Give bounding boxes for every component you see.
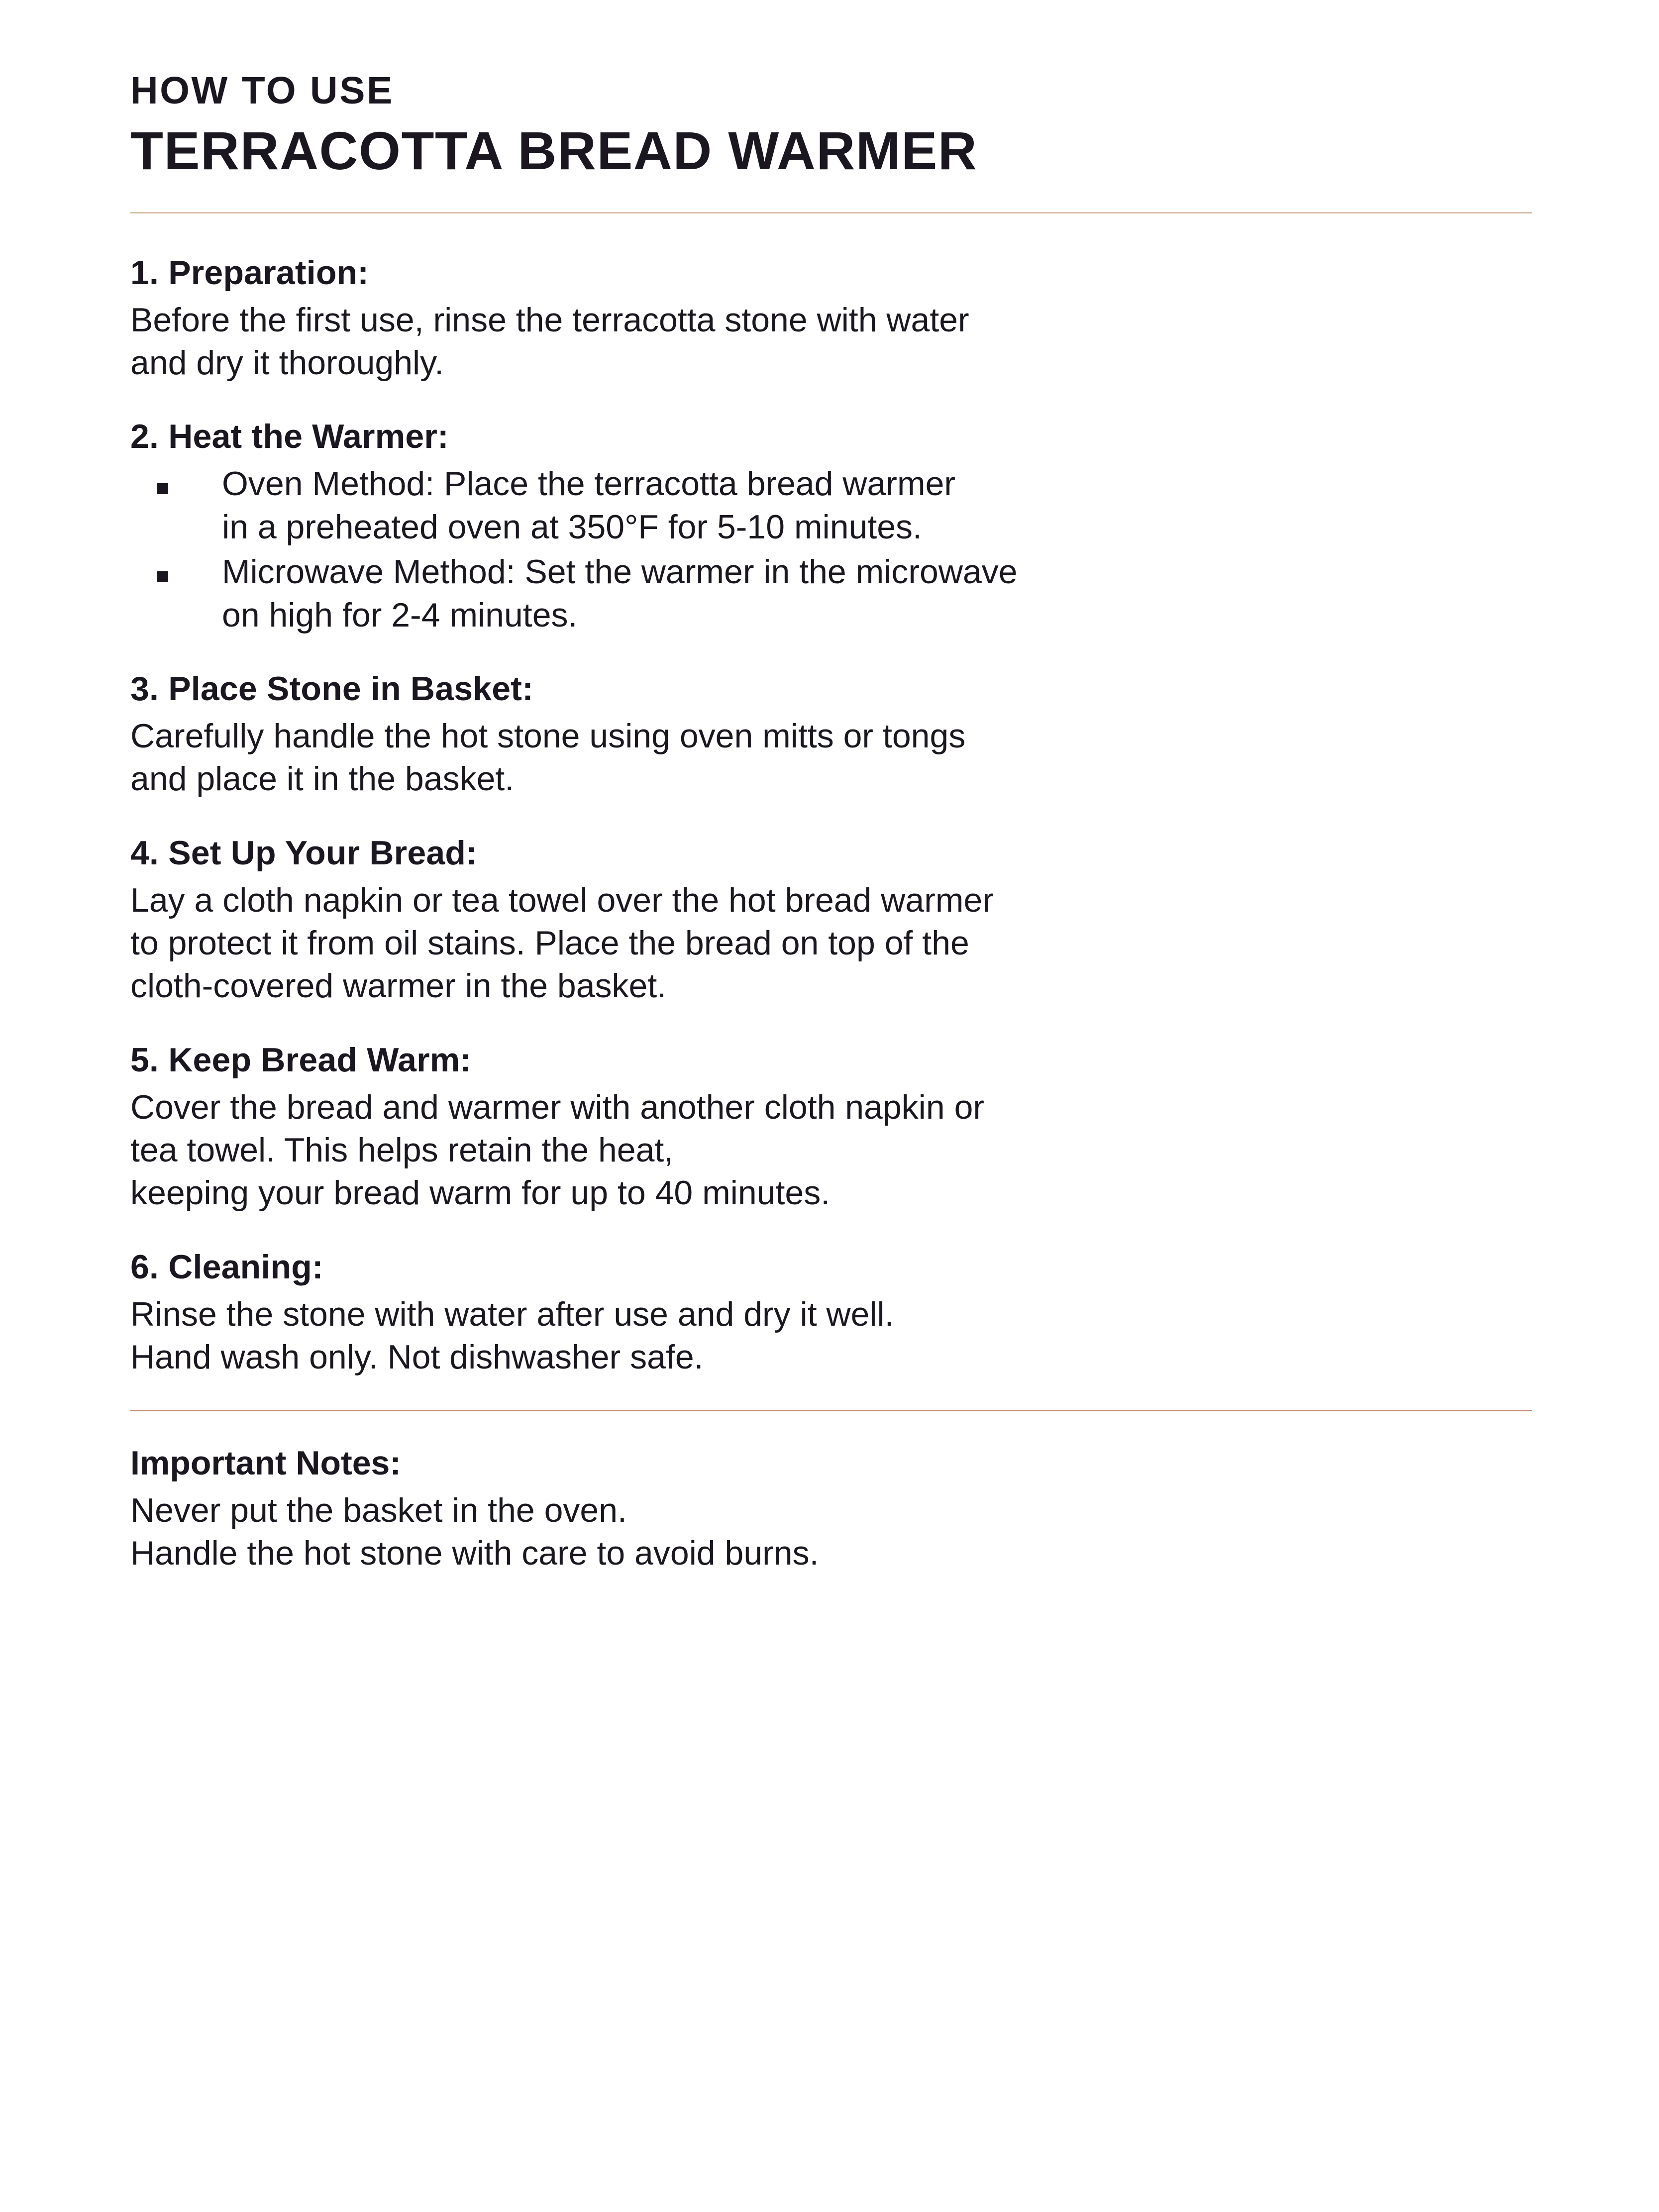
body-line: Cover the bread and warmer with another cloth napkin or [130, 1088, 985, 1126]
section-set-up-your-bread [130, 832, 1532, 1008]
section-heading: 1. Preparation: [130, 253, 369, 292]
section-place-stone-in-basket [130, 667, 1532, 801]
section-preparation [130, 251, 1532, 385]
body-line: to protect it from oil stains. Place the bread on top of the [130, 924, 969, 962]
section-body [130, 879, 1474, 1008]
body-line: Handle the hot stone with care to avoid burns. [130, 1534, 819, 1573]
body-line: Rinse the stone with water after use and dry it well. [130, 1295, 894, 1333]
body-line: and place it in the basket. [130, 760, 515, 798]
body-line: Microwave Method: Set the warmer in the microwave [222, 553, 1018, 591]
section-heat-the-warmer [130, 415, 1532, 636]
section-body [130, 1293, 1474, 1379]
body-line: on high for 2-4 minutes. [222, 596, 578, 634]
square-bullet-icon [157, 571, 168, 582]
body-line: and dry it thoroughly. [130, 344, 444, 382]
section-heading: 3. Place Stone in Basket: [130, 669, 533, 708]
body-line: Hand wash only. Not dishwasher safe. [130, 1338, 704, 1376]
bullet-body [222, 462, 955, 548]
notes-body [130, 1489, 1532, 1575]
body-line: Carefully handle the hot stone using oven mitts or tongs [130, 717, 966, 755]
divider-top [130, 212, 1532, 213]
body-line: in a preheated oven at 350°F for 5-10 minutes. [222, 508, 922, 546]
square-bullet-icon [157, 483, 168, 494]
list-item [130, 462, 1532, 548]
section-heading: 5. Keep Bread Warm: [130, 1041, 472, 1079]
section-heading: 6. Cleaning: [130, 1248, 323, 1286]
section-body [130, 299, 1474, 385]
section-cleaning [130, 1246, 1532, 1379]
body-line: tea towel. This helps retain the heat, [130, 1131, 674, 1169]
body-line: Never put the basket in the oven. [130, 1491, 627, 1529]
body-line: Lay a cloth napkin or tea towel over the hot bread warmer [130, 881, 994, 919]
divider-bottom [130, 1410, 1532, 1411]
list-item [130, 550, 1532, 636]
section-body [130, 1086, 1474, 1215]
body-line: Oven Method: Place the terracotta bread warmer [222, 465, 956, 503]
section-heading: 4. Set Up Your Bread: [130, 834, 477, 872]
header [130, 70, 1532, 181]
section-body [130, 715, 1474, 801]
kicker-text: HOW TO USE [130, 69, 394, 112]
notes-heading: Important Notes: [130, 1444, 401, 1482]
bullet-body [222, 550, 1018, 636]
page-title: TERRACOTTA BREAD WARMER [130, 120, 978, 181]
body-line: cloth-covered warmer in the basket. [130, 967, 667, 1005]
section-keep-bread-warm [130, 1039, 1532, 1215]
bullet-list [130, 462, 1532, 636]
body-line: keeping your bread warm for up to 40 minutes. [130, 1174, 830, 1212]
body-line: Before the first use, rinse the terracotta stone with water [130, 301, 969, 339]
important-notes [130, 1441, 1532, 1575]
section-heading: 2. Heat the Warmer: [130, 418, 449, 456]
